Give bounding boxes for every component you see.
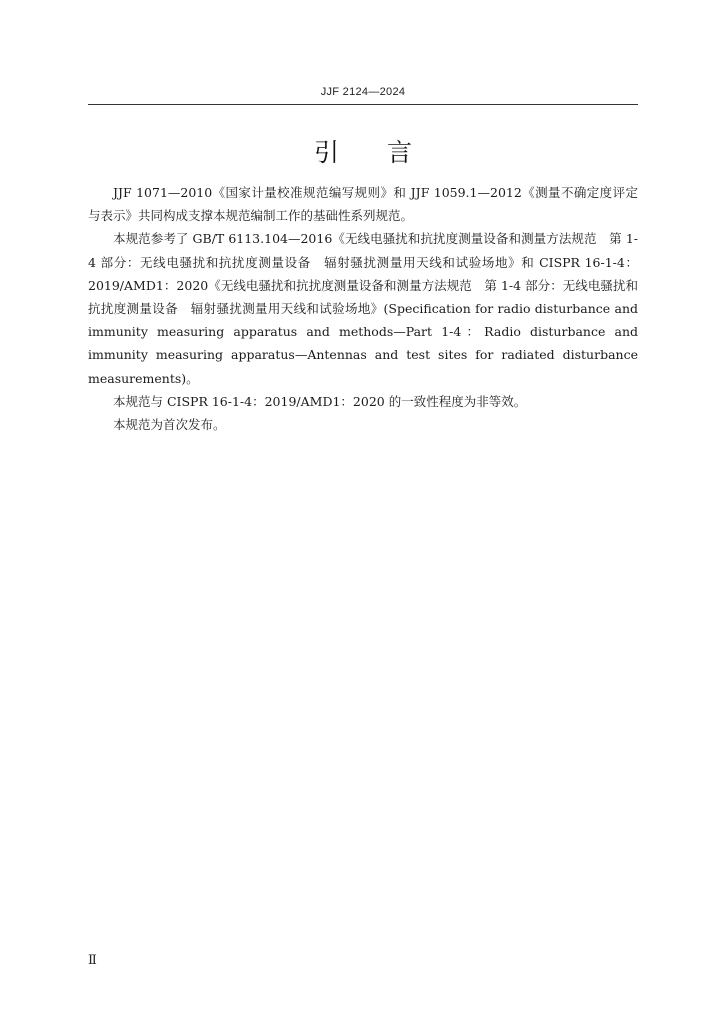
page-title — [88, 133, 638, 169]
page-number: Ⅱ — [88, 953, 97, 968]
document-code-header: JJF 2124—2024 — [320, 86, 406, 98]
title-char-2: 言 — [387, 138, 413, 167]
header-rule — [88, 104, 638, 105]
paragraph: JJF 1071—2010《国家计量校准规范编写规则》和 JJF 1059.1—2012《测量不确定度评定与表示》共同构成支撑本规范编制工作的基础性系列规范。 — [88, 185, 638, 224]
paragraph: 本规范为首次发布。 — [113, 417, 226, 433]
paragraph: 本规范与 CISPR 16-1-4：2019/AMD1：2020 的一致性程度为非等效。 — [113, 393, 527, 409]
body-text — [88, 181, 638, 436]
paragraph: 本规范参考了 GB/T 6113.104—2016《无线电骚扰和抗扰度测量设备和测量方法规范 第 1-4 部分：无线电骚扰和抗扰度测量设备 辐射骚扰测量用天线和试验场地》和 CISPR 16-1-4：2019/AMD1：2020《无线电骚扰和抗扰度测量设备和测量方法规范 第 1-4 部分：无线电骚扰和抗扰度测量设备 辐射骚扰测量用天线和试验场地》(Specification for radio disturbance and immunity measuring apparatus and methods—Part 1-4：Radio disturbance and immunity measuring apparatus—Antennas and test sites for radiated disturbance measurements)。 — [88, 231, 638, 386]
title-char-1: 引 — [313, 138, 339, 167]
